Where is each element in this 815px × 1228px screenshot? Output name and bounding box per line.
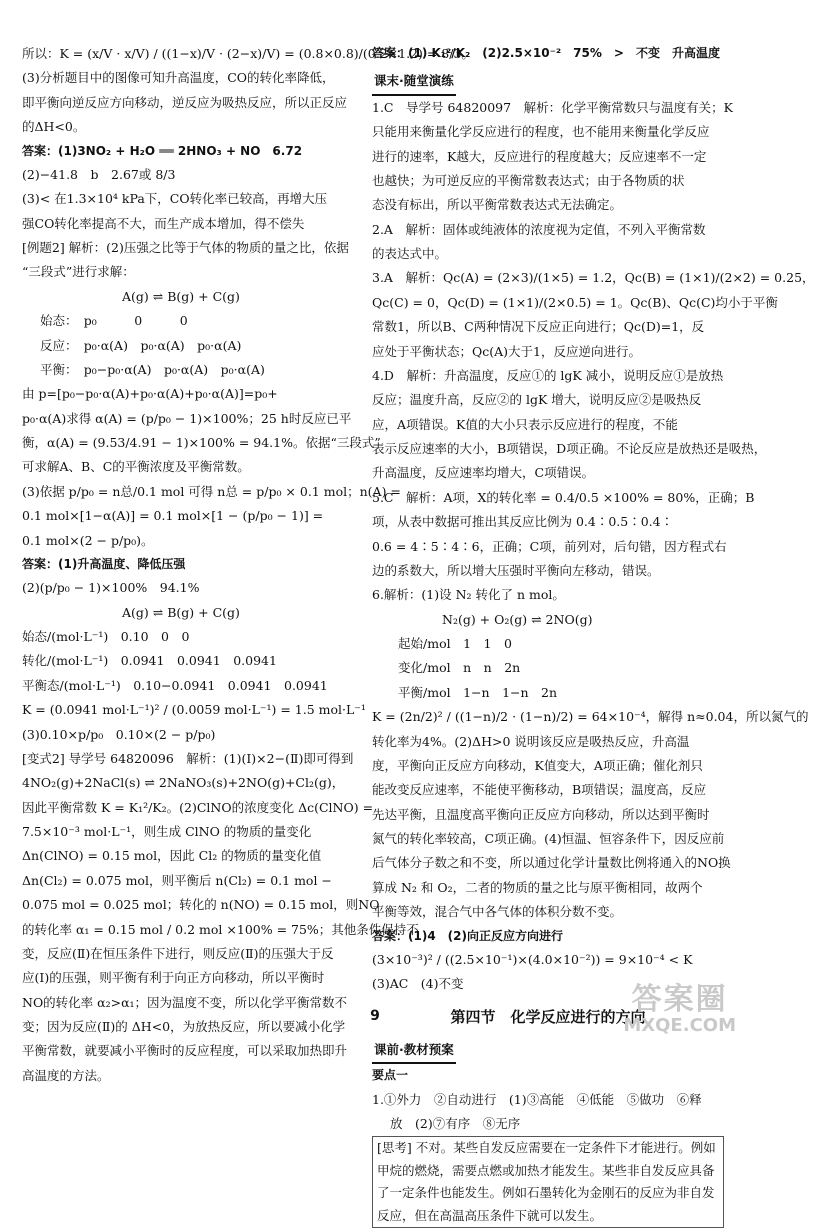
three-stage-row: 平衡/mol 1−n 1−n 2n — [398, 684, 558, 700]
text-line: 0.6 = 4∶5∶4∶6，正确；C项，前列对，后句错，因方程式右 — [372, 538, 727, 554]
text-line: Qc(C) = 0，Qc(D) = (1×1)/(2×0.5) = 1。Qc(B)、Qc(C)均小于平衡 — [372, 294, 778, 310]
answer-line: 答案：(1)4 (2)向正反应方向进行 — [372, 928, 563, 943]
text-line: 放 (2)⑦有序 ⑧无序 — [390, 1116, 521, 1132]
text-line: 氮气的转化率较高，C项正确。(4)恒温、恒容条件下，因反应前 — [372, 831, 725, 847]
text-line: 平衡常数，就要减小平衡时的反应程度，可以采取加热即升 — [22, 1043, 348, 1059]
text-line: 项，从表中数据可推出其反应比例为 0.4∶0.5∶0.4∶ — [372, 514, 674, 530]
section-banner: 课前·教材预案 — [372, 1038, 456, 1064]
text-line: 因此平衡常数 K = K₁²/K₂。(2)ClNO的浓度变化 Δc(ClNO) = — [22, 799, 374, 815]
text-line: 4NO₂(g)+2NaCl(s) ⇌ 2NaNO₃(s)+2NO(g)+Cl₂(g)， — [22, 775, 345, 791]
three-stage-row: 变化/mol n n 2n — [398, 660, 521, 676]
text-line: (3)0.10×p/p₀ 0.10×(2 − p/p₀) — [22, 726, 216, 742]
subheading: 要点一 — [372, 1068, 409, 1083]
text-line: (3×10⁻³)² / ((2.5×10⁻¹)×(4.0×10⁻²)) = 9×10⁻⁴ < K — [372, 951, 693, 967]
three-stage-row: 起始/mol 1 1 0 — [398, 636, 512, 652]
text-line: (3)分析题目中的图像可知升高温度，CO的转化率降低， — [22, 70, 335, 86]
text-line: “三段式”进行求解： — [22, 264, 135, 280]
text-line: 由 p=[p₀−p₀·α(A)+p₀·α(A)+p₀·α(A)]=p₀+ — [22, 386, 278, 402]
text-line: 算成 N₂ 和 O₂，二者的物质的量之比与原平衡相同，故两个 — [372, 879, 703, 895]
text-line: 变，反应(Ⅱ)在恒压条件下进行，则反应(Ⅱ)的压强大于反 — [22, 945, 334, 961]
text-line: 态没有标出，所以平衡常数表达式无法确定。 — [372, 197, 623, 213]
text-line: 0.1 mol×[1−α(A)] = 0.1 mol×[1 − (p/p₀ − 1)] = — [22, 508, 324, 524]
text-line: 的表达式中。 — [372, 246, 448, 262]
text-line: 5.C 解析：A项，X的转化率 = 0.4/0.5 ×100% = 80%，正确；B — [372, 489, 755, 505]
three-stage-row: 反应： p₀·α(A) p₀·α(A) p₀·α(A) — [40, 337, 242, 353]
think-box: [思考] 不对。某些自发反应需要在一定条件下才能进行。例如甲烷的燃烧，需要点燃或加热才能发生。某些非自发反应具备了一定条件也能发生。例如石墨转化为金刚石的反应为非自发反应，但在高温高压条件下就可以发生。 — [372, 1136, 724, 1228]
text-line: 衡，α(A) = (9.53/4.91 − 1)×100% = 94.1%。依据“三段式” — [22, 435, 381, 451]
text-line: 的转化率 α₁ = 0.15 mol / 0.2 mol ×100% = 75%；其他条件保持不 — [22, 921, 419, 937]
text-line: 只能用来衡量化学反应进行的程度，也不能用来衡量化学反应 — [372, 124, 710, 140]
text-line: 1.C 导学号 64820097 解析：化学平衡常数只与温度有关；K — [372, 99, 733, 115]
answer-line: 答案：(1)3NO₂ + H₂O ══ 2HNO₃ + NO 6.72 — [22, 143, 303, 158]
text-line: 能改变反应速率，不能使平衡移动，B项错误；温度高，反应 — [372, 782, 707, 798]
three-stage-row: 平衡： p₀−p₀·α(A) p₀·α(A) p₀·α(A) — [40, 361, 265, 377]
text-line: (3)< 在1.3×10⁴ kPa下，CO转化率已较高，再增大压 — [22, 191, 328, 207]
text-line: K = (2n/2)² / ((1−n)/2 · (1−n)/2) = 64×10⁻⁴，解得 n≈0.04，所以氮气的 — [372, 709, 809, 725]
text-line: 6.解析：(1)设 N₂ 转化了 n mol。 — [372, 587, 565, 603]
text-line: 即平衡向逆反应方向移动，逆反应为吸热反应，所以正反应 — [22, 94, 348, 110]
text-line: 应处于平衡状态；Qc(A)大于1，反应逆向进行。 — [372, 343, 641, 359]
text-line: 高温度的方法。 — [22, 1067, 110, 1083]
equation: N₂(g) + O₂(g) ⇌ 2NO(g) — [442, 611, 593, 627]
text-line: (3)依据 p/p₀ = n总/0.1 mol 可得 n总 = p/p₀ × 0.1 mol；n(A) = — [22, 483, 401, 499]
text-line: (2)−41.8 b 2.67或 8/3 — [22, 166, 176, 182]
table-row: 转化/(mol·L⁻¹) 0.0941 0.0941 0.0941 — [22, 653, 277, 669]
text-line: 0.1 mol×(2 − p/p₀)。 — [22, 532, 154, 548]
text-line: p₀·α(A)求得 α(A) = (p/p₀ − 1)×100%；25 h时反应已平 — [22, 410, 352, 426]
text-line: 应，A项错误。K值的大小只表示反应进行的程度，不能 — [372, 416, 678, 432]
text-line: 的ΔH<0。 — [22, 119, 86, 135]
text-line: 强CO转化率提高不大，而生产成本增加，得不偿失 — [22, 215, 305, 231]
section-title: 第四节 化学反应进行的方向 — [450, 1007, 646, 1026]
text-line: 表示反应速率的大小，B项错误，D项正确。不论反应是放热还是吸热， — [372, 441, 767, 457]
text-line: 2.A 解析：固体或纯液体的浓度视为定值，不列入平衡常数 — [372, 221, 706, 237]
text-line: 反应；温度升高，反应②的 lgK 增大，说明反应②是吸热反 — [372, 392, 702, 408]
text-line: 7.5×10⁻³ mol·L⁻¹，则生成 ClNO 的物质的量变化 — [22, 824, 312, 840]
text-line: (2)(p/p₀ − 1)×100% 94.1% — [22, 580, 200, 596]
text-line: Δn(Cl₂) = 0.075 mol，则平衡后 n(Cl₂) = 0.1 mol − — [22, 872, 332, 888]
text-line: NO的转化率 α₂>α₁；因为温度不变，所以化学平衡常数不 — [22, 994, 348, 1010]
table-row: 平衡态/(mol·L⁻¹) 0.10−0.0941 0.0941 0.0941 — [22, 677, 328, 693]
answer-line: 答案：(1) K₁²/K₂ (2)2.5×10⁻² 75% > 不变 升高温度 — [372, 46, 720, 60]
text-line: 0.075 mol = 0.025 mol；转化的 n(NO) = 0.15 mol，则NO — [22, 897, 380, 913]
watermark-url: MXQE.COM — [623, 1015, 736, 1037]
text-line: K = (0.0941 mol·L⁻¹)² / (0.0059 mol·L⁻¹) = 1.5 mol·L⁻¹ — [22, 702, 366, 718]
answer-line: 答案：(1)升高温度、降低压强 — [22, 556, 186, 571]
text-line: 后气体分子数之和不变，所以通过化学计量数比例将通入的NO换 — [372, 855, 731, 871]
equation: A(g) ⇌ B(g) + C(g) — [122, 604, 240, 620]
text-line: 3.A 解析：Qc(A) = (2×3)/(1×5) = 1.2，Qc(B) = (1×1)/(2×2) = 0.25， — [372, 270, 815, 286]
text-line: 应(Ⅰ)的压强，则平衡有利于向正方向移动，所以平衡时 — [22, 970, 325, 986]
table-row: 始态/(mol·L⁻¹) 0.10 0 0 — [22, 629, 190, 645]
text-line: 度，平衡向正反应方向移动，K值变大，A项正确；催化剂只 — [372, 757, 703, 773]
text-line: 也越快；为可逆反应的平衡常数表达式；由于各物质的状 — [372, 172, 685, 188]
page-number: 9 — [370, 1008, 380, 1024]
example-heading: [例题2] 解析：(2)压强之比等于气体的物质的量之比，依据 — [22, 240, 349, 256]
watermark-text: 答案圈 — [631, 982, 728, 1018]
text-line: 平衡等效，混合气中各气体的体积分数不变。 — [372, 904, 623, 920]
three-stage-row: 始态： p₀ 0 0 — [40, 313, 188, 329]
text-line: 升高温度，反应速率均增大，C项错误。 — [372, 465, 595, 481]
watermark-logo — [623, 983, 736, 1036]
variant-heading: [变式2] 导学号 64820096 解析：(1)(Ⅰ)×2−(Ⅱ)即可得到 — [22, 750, 354, 766]
text-line: 转化率为4%。(2)ΔH>0 说明该反应是吸热反应，升高温 — [372, 733, 690, 749]
text-line: Δn(ClNO) = 0.15 mol，因此 Cl₂ 的物质的量变化值 — [22, 848, 322, 864]
text-line: 先达平衡，且温度高平衡向正反应方向移动，所以达到平衡时 — [372, 806, 710, 822]
text-line: 4.D 解析：升高温度，反应①的 lgK 减小，说明反应①是放热 — [372, 367, 724, 383]
text-line: 常数1，所以B、C两种情况下反应正向进行；Qc(D)=1，反 — [372, 319, 705, 335]
text-line: 边的系数大，所以增大压强时平衡向左移动，错误。 — [372, 562, 660, 578]
right-column — [372, 42, 815, 1228]
text-line: (3)AC (4)不变 — [372, 976, 464, 992]
text-line: 所以：K = (x/V · x/V) / ((1−x)/V · (2−x)/V) = (0.8×0.8)/(0.2×1.2) = 8/3。 — [22, 46, 474, 61]
equation: A(g) ⇌ B(g) + C(g) — [122, 288, 240, 304]
text-line: 可求解A、B、C的平衡浓度及平衡常数。 — [22, 459, 250, 475]
text-line: 变；因为反应(Ⅱ)的 ΔH<0，为放热反应，所以要减小化学 — [22, 1019, 346, 1035]
section-banner: 课末·随堂演练 — [372, 69, 456, 95]
text-line: 1.①外力 ②自动进行 (1)③高能 ④低能 ⑤做功 ⑥释 — [372, 1091, 702, 1107]
text-line: 进行的速率，K越大，反应进行的程度越大；反应速率不一定 — [372, 148, 707, 164]
